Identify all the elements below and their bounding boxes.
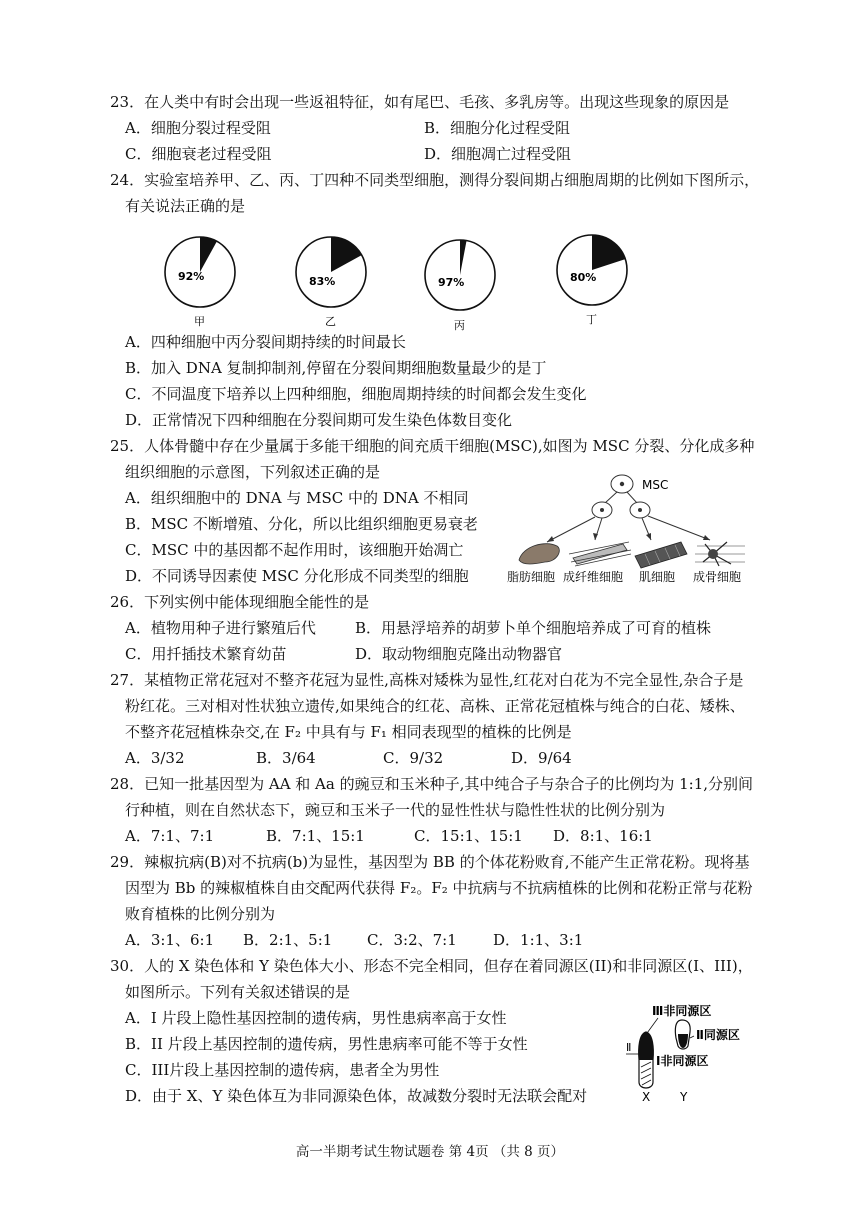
adipocyte-cell (519, 544, 559, 564)
q27-option-c: C．9/32 (383, 749, 444, 767)
q27-stem-line3: 不整齐花冠植株杂交,在 F₂ 中具有与 F₁ 相同表现型的植株的比例是 (125, 723, 572, 741)
q29-option-b: B．2:1、5:1 (243, 931, 333, 949)
q29-option-a: A．3:1、6:1 (125, 931, 215, 949)
q30-xy-chromosome-figure (612, 1002, 762, 1104)
label-fibroblast: 成纤维细胞 (563, 570, 624, 584)
pie-bing-percent: 97% (438, 276, 465, 289)
q30-option-b: B．II 片段上基因控制的遗传病，男性患病率可能不等于女性 (125, 1035, 528, 1053)
q26-option-c: C．用扦插技术繁育幼苗 (125, 645, 287, 663)
fibroblast-cell (569, 542, 631, 566)
q23-option-b: B．细胞分化过程受阻 (424, 119, 571, 137)
q24-stem-line1: 24．实验室培养甲、乙、丙、丁四种不同类型细胞，测得分裂间期占细胞周期的比例如下图所示， (110, 171, 760, 189)
q29-option-d: D．1:1、3:1 (493, 931, 584, 949)
pie-bing-label: 丙 (454, 319, 465, 332)
q26-option-a: A．植物用种子进行繁殖后代 (125, 619, 316, 637)
label-muscle-cell: 肌细胞 (639, 570, 676, 584)
x-chromosome (639, 1032, 654, 1088)
q25-option-a: A．组织细胞中的 DNA 与 MSC 中的 DNA 不相同 (125, 489, 469, 507)
q29-stem-line1: 29．辣椒抗病(B)对不抗病(b)为显性，基因型为 BB 的个体花粉败育,不能产生正常花粉。现将基 (110, 853, 750, 871)
q30-option-a: A．I 片段上隐性基因控制的遗传病，男性患病率高于女性 (125, 1009, 507, 1027)
q29-stem-line2: 因型为 Bb 的辣椒植株自由交配两代获得 F₂。F₂ 中抗病与不抗病植株的比例和花粉正常与花粉 (125, 879, 753, 897)
q28-option-a: A．7:1、7:1 (125, 827, 215, 845)
label-adipocyte: 脂肪细胞 (507, 570, 556, 584)
q25-stem-line2: 组织细胞的示意图，下列叙述正确的是 (125, 463, 381, 481)
x-label: X (642, 1090, 651, 1104)
q24-option-d: D．正常情况下四种细胞在分裂间期可发生染色体数目变化 (125, 411, 513, 429)
q29-stem-line3: 败育植株的比例分别为 (125, 905, 276, 923)
daughter-cell-left (592, 502, 612, 518)
msc-cell (611, 475, 633, 493)
pie-ding-label: 丁 (586, 313, 597, 326)
q23-option-c: C．细胞衰老过程受阻 (125, 145, 272, 163)
pie-bing (425, 240, 495, 332)
q26-option-b: B．用悬浮培养的胡萝卜单个细胞培养成了可育的植株 (355, 619, 712, 637)
q30-option-c: C．III片段上基因控制的遗传病，患者全为男性 (125, 1061, 440, 1079)
q24-option-c: C．不同温度下培养以上四种细胞，细胞周期持续的时间都会发生变化 (125, 385, 587, 403)
label-region-III: Ⅲ非同源区 (652, 1004, 712, 1018)
osteoblast-cell (695, 542, 745, 566)
y-chromosome (675, 1020, 690, 1049)
q28-option-b: B．7:1、15:1 (266, 827, 365, 845)
label-region-II: Ⅱ同源区 (696, 1028, 740, 1042)
q25-option-b: B．MSC 不断增殖、分化，所以比组织细胞更易衰老 (125, 515, 478, 533)
q23-option-a: A．细胞分裂过程受阻 (125, 119, 271, 137)
daughter-cell-right (630, 502, 650, 518)
q23-stem: 23．在人类中有时会出现一些返祖特征，如有尾巴、毛孩、多乳房等。出现这些现象的原因是 (110, 93, 730, 111)
q25-stem-line1: 25．人体骨髓中存在少量属于多能干细胞的间充质干细胞(MSC),如图为 MSC 分裂、分化成多种 (110, 437, 755, 455)
pie-ding (557, 235, 627, 326)
pie-yi-label: 乙 (325, 315, 336, 328)
q25-option-d: D．不同诱导因素使 MSC 分化形成不同类型的细胞 (125, 567, 469, 585)
q27-stem-line1: 27．某植物正常花冠对不整齐花冠为显性,高株对矮株为显性,红花对白花为不完全显性,杂合子是 (110, 671, 744, 689)
msc-label: MSC (642, 478, 669, 492)
pie-yi (296, 237, 366, 328)
q25-msc-differentiation-figure (505, 470, 750, 585)
q27-option-a: A．3/32 (125, 749, 185, 767)
q28-option-d: D．8:1、16:1 (553, 827, 653, 845)
q24-pie-figure (160, 232, 660, 332)
q28-stem-line1: 28．已知一批基因型为 AA 和 Aa 的豌豆和玉米种子,其中纯合子与杂合子的比例均为 1:1,分别间 (110, 775, 754, 793)
q25-option-c: C．MSC 中的基因都不起作用时，该细胞开始凋亡 (125, 541, 464, 559)
pie-jia-percent: 92% (178, 270, 205, 283)
q30-stem-line1: 30．人的 X 染色体和 Y 染色体大小、形态不完全相同，但存在着同源区(II)和非同源区(I、III)， (110, 957, 753, 975)
muscle-cell (635, 542, 687, 568)
page-footer: 高一半期考试生物试题卷 第 4页 （共 8 页） (295, 1144, 565, 1160)
q28-option-c: C．15:1、15:1 (414, 827, 523, 845)
label-region-I: Ⅰ非同源区 (656, 1054, 709, 1068)
y-label: Y (680, 1090, 688, 1104)
q28-stem-line2: 行种植，则在自然状态下，豌豆和玉米子一代的显性性状与隐性性状的比例分别为 (125, 801, 666, 819)
pie-jia (165, 237, 235, 328)
q26-stem: 26．下列实例中能体现细胞全能性的是 (110, 593, 370, 611)
q27-stem-line2: 粉红花。三对相对性状独立遗传,如果纯合的红花、高株、正常花冠植株与纯合的白花、矮株、 (125, 697, 745, 715)
q30-option-d: D．由于 X、Y 染色体互为非同源染色体，故减数分裂时无法联会配对 (125, 1087, 588, 1105)
q24-option-a: A．四种细胞中丙分裂间期持续的时间最长 (125, 333, 406, 351)
pie-jia-label: 甲 (194, 315, 205, 328)
q24-stem-line2: 有关说法正确的是 (125, 197, 246, 215)
pie-yi-percent: 83% (309, 275, 336, 288)
q26-option-d: D．取动物细胞克隆出动物器官 (355, 645, 563, 663)
label-osteoblast: 成骨细胞 (693, 570, 742, 584)
mark-II: Ⅱ (626, 1041, 632, 1054)
q30-stem-line2: 如图所示。下列有关叙述错误的是 (125, 983, 351, 1001)
q27-option-b: B．3/64 (256, 749, 316, 767)
q27-option-d: D．9/64 (511, 749, 572, 767)
q29-option-c: C．3:2、7:1 (367, 931, 457, 949)
q24-option-b: B．加入 DNA 复制抑制剂,停留在分裂间期细胞数量最少的是丁 (125, 359, 547, 377)
q23-option-d: D．细胞凋亡过程受阻 (424, 145, 572, 163)
pie-ding-percent: 80% (570, 271, 597, 284)
